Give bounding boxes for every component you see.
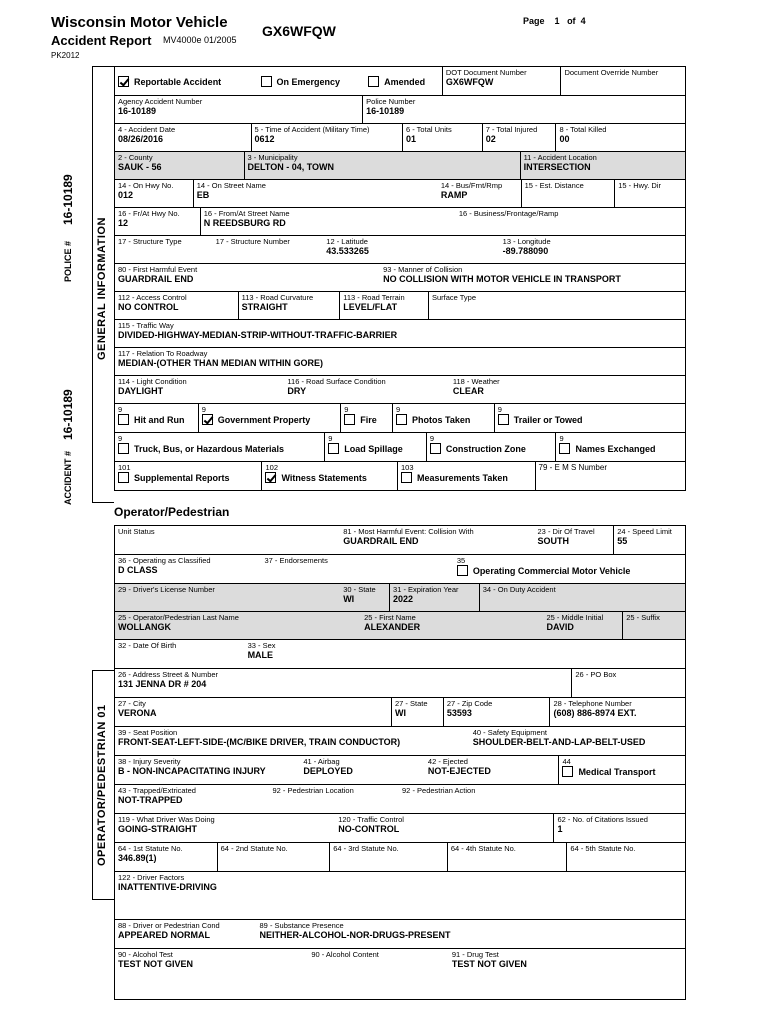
accident-location: INTERSECTION	[523, 162, 591, 172]
construction-zone-checkbox[interactable]: Construction Zone	[430, 443, 553, 454]
speed-limit: 55	[617, 536, 628, 546]
substance-presence: NEITHER-ALCOHOL-NOR-DRUGS-PRESENT	[259, 930, 451, 940]
sex: MALE	[247, 650, 274, 660]
first-harmful-event: GUARDRAIL END	[118, 274, 194, 284]
operator-section-title: Operator/Pedestrian	[114, 505, 230, 519]
drug-test: TEST NOT GIVEN	[451, 959, 527, 969]
total-units: 01	[405, 134, 416, 144]
weather: CLEAR	[452, 386, 484, 396]
relation-to-roadway: MEDIAN-(OTHER THAN MEDIAN WITHIN GORE)	[118, 358, 323, 368]
bus-front-ramp: RAMP	[440, 190, 468, 200]
driver-condition: APPEARED NORMAL	[118, 930, 211, 940]
total-killed: 00	[559, 134, 570, 144]
form-title: Wisconsin Motor Vehicle	[51, 14, 228, 31]
on-emergency-checkbox[interactable]: On Emergency	[261, 76, 363, 87]
most-harmful-event: GUARDRAIL END	[343, 536, 419, 546]
agency-accident-number: 16-10189	[118, 106, 157, 116]
on-street-name: EB	[196, 190, 210, 200]
injury-severity: B - NON-INCAPACITATING INJURY	[118, 766, 266, 776]
first-name: ALEXANDER	[364, 622, 421, 632]
manner-of-collision: NO COLLISION WITH MOTOR VEHICLE IN TRANSPORT	[383, 274, 621, 284]
names-exchanged-checkbox[interactable]: Names Exchanged	[559, 443, 682, 454]
seat-position: FRONT-SEAT-LEFT-SIDE-(MC/BIKE DRIVER, TRAIN CONDUCTOR)	[118, 737, 401, 747]
truck-bus-hazmat-checkbox[interactable]: Truck, Bus, or Hazardous Materials	[118, 443, 321, 454]
load-spillage-checkbox[interactable]: Load Spillage	[328, 443, 423, 454]
last-name: WOLLANGK	[118, 622, 171, 632]
traffic-control: NO-CONTROL	[338, 824, 400, 834]
road-curvature: STRAIGHT	[241, 302, 288, 312]
citations-issued: 1	[557, 824, 563, 834]
general-info-grid: Reportable Accident On Emergency Amended DOT Document Number GX6WFQW Document Override Number Agency Accident Number 16-10189 Police Number 16-10189 4 - Accident Date 08/26/2016 5 - Time of Accident (Military Time) 0612 6 - Total Units 01 7 - Total Injured 02 8 - Total Killed 00 2 - County SAUK - 56 3 - Municipality DELTON - 04, TOWN 11 - Accident Location INTERSECTION 14 - On Hwy No. 012 14 - On Street Name EB 14 - Bus/Frnt/Rmp RAMP 15 - Est. Distance 15 - Hwy. Dir 16 - Fr/At Hwy No. 12 16 - From/At Street Name N REEDSBURG RD 16 - Business/Frontage/Ramp 17 - Structure Type 17 - Structure Number 12 - Latitude 43.533265 13 - Longitude -89.788090 80 - First Harmful Event GUARDRAIL END 93 - Manner of Collision NO COLLISION WITH MOTOR VEHICLE IN TRANSPORT 112 - Access Control NO CONTROL 113 - Road Curvature STRAIGHT 113 - Road Terrain LEVEL/FLAT Surface Type 115 - Traffic Way DIVIDED-HIGHWAY-MEDIAN-STRIP-WITHOUT-TRAFFIC-BARRIER 117 - Relation To Roadway MEDIAN-(OTHER THAN MEDIAN WITHIN GORE) 114 - Light Condition DAYLIGHT 116 - Road Surface Condition DRY 118 - Weather CLEAR 9 Hit and Run 9 Government Property 9 Fire 9 Photos Taken 9 Trailer or Towed 9 Truck, Bus, or Hazardous Materials 9 Load Spillage 9 Construction Zone 9 Names Exchanged 101 Supplemental Reports 102 Witness Statements 103 Measurements Taken 79 - E M S Number	[114, 66, 686, 491]
amended-checkbox[interactable]: Amended	[368, 76, 439, 87]
photos-taken-checkbox[interactable]: Photos Taken	[396, 414, 491, 425]
police-number-value: 16-10189	[366, 106, 405, 116]
police-label: POLICE #	[63, 240, 73, 282]
light-condition: DAYLIGHT	[118, 386, 164, 396]
accident-number: 16-10189	[61, 389, 75, 440]
from-street-name: N REEDSBURG RD	[203, 218, 286, 228]
operator-label: OPERATOR/PEDESTRIAN 01	[96, 704, 108, 866]
trapped-extricated: NOT-TRAPPED	[118, 795, 183, 805]
reportable-checkbox[interactable]: Reportable Accident	[118, 76, 255, 87]
road-terrain: LEVEL/FLAT	[343, 302, 398, 312]
latitude: 43.533265	[326, 246, 369, 256]
airbag: DEPLOYED	[303, 766, 353, 776]
check-icon	[118, 76, 129, 87]
check-icon	[202, 414, 213, 425]
direction-of-travel: SOUTH	[537, 536, 570, 546]
police-number: 16-10189	[61, 174, 75, 225]
commercial-vehicle-checkbox[interactable]: Operating Commercial Motor Vehicle	[457, 565, 682, 576]
middle-initial: DAVID	[546, 622, 574, 632]
on-hwy-number: 012	[118, 190, 134, 200]
total-injured: 02	[485, 134, 496, 144]
accident-time: 0612	[254, 134, 275, 144]
trailer-towed-checkbox[interactable]: Trailer or Towed	[498, 414, 682, 425]
safety-equipment: SHOULDER-BELT-AND-LAP-BELT-USED	[472, 737, 646, 747]
longitude: -89.788090	[502, 246, 549, 256]
accident-date: 08/26/2016	[118, 134, 164, 144]
check-icon	[265, 472, 276, 483]
supplemental-reports-checkbox[interactable]: Supplemental Reports	[118, 472, 258, 483]
telephone: (608) 886-8974 EXT.	[553, 708, 637, 718]
government-property-checkbox[interactable]: Government Property	[202, 414, 338, 425]
state: WI	[395, 708, 406, 718]
document-id: GX6WFQW	[262, 23, 336, 39]
dot-document-number: GX6WFQW	[445, 77, 494, 87]
county: SAUK - 56	[118, 162, 162, 172]
fire-checkbox[interactable]: Fire	[344, 414, 389, 425]
measurements-taken-checkbox[interactable]: Measurements Taken	[401, 472, 532, 483]
municipality: DELTON - 04, TOWN	[247, 162, 335, 172]
form-subtitle: Accident Report	[51, 33, 152, 48]
license-state: WI	[343, 594, 355, 604]
city: VERONA	[118, 708, 157, 718]
hit-and-run-checkbox[interactable]: Hit and Run	[118, 414, 195, 425]
form-code: PK2012	[51, 51, 80, 60]
access-control: NO CONTROL	[118, 302, 179, 312]
statute-1: 346.89(1)	[118, 853, 157, 863]
road-surface-condition: DRY	[287, 386, 307, 396]
driver-action: GOING-STRAIGHT	[118, 824, 197, 834]
driver-factors: INATTENTIVE-DRIVING	[118, 882, 217, 892]
alcohol-test: TEST NOT GIVEN	[118, 959, 194, 969]
traffic-way: DIVIDED-HIGHWAY-MEDIAN-STRIP-WITHOUT-TRAFFIC-BARRIER	[118, 330, 398, 340]
address: 131 JENNA DR # 204	[118, 679, 207, 689]
accident-label: ACCIDENT #	[63, 450, 73, 505]
license-expiration: 2022	[393, 594, 414, 604]
witness-statements-checkbox[interactable]: Witness Statements	[265, 472, 394, 483]
zip-code: 53593	[446, 708, 472, 718]
ejected: NOT-EJECTED	[427, 766, 491, 776]
operating-class: D CLASS	[118, 565, 158, 575]
page-indicator: Page 1 of 4	[523, 16, 586, 26]
general-info-label: GENERAL INFORMATION	[96, 217, 108, 360]
from-hwy-number: 12	[118, 218, 129, 228]
medical-transport-checkbox[interactable]: Medical Transport	[562, 766, 682, 777]
operator-grid: Unit Status 81 - Most Harmful Event: Collision With GUARDRAIL END 23 - Dir Of Travel SOUTH 24 - Speed Limit 55 36 - Operating as Classified D CLASS 37 - Endorsements 35 Operating Commercial Motor Vehicle 29 - Driver's License Number 30 - State WI 31 - Expiration Year 2022 34 - On Duty Accident 25 - Operator/Pedestrian Last Name WOLLANGK 25 - First Name ALEXANDER 25 - Middle Initial DAVID 25 - Suffix 32 - Date Of Birth 33 - Sex MALE 26 - Address Street & Number 131 JENNA DR # 204 26 - PO Box 27 - City VERONA 27 - State WI 27 - Zip Code 53593 28 - Telephone Number (608) 886-8974 EXT. 39 - Seat Position FRONT-SEAT-LEFT-SIDE-(MC/BIKE DRIVER, TRAIN CONDUCTOR) 40 - Safety Equipment SHOULDER-BELT-AND-LAP-BELT-USED 38 - Injury Severity B - NON-INCAPACITATING INJURY 41 - Airbag DEPLOYED 42 - Ejected NOT-EJECTED 44 Medical Transport 43 - Trapped/Extricated NOT-TRAPPED 92 - Pedestrian Location 92 - Pedestrian Action 119 - What Driver Was Doing GOING-STRAIGHT 120 - Traffic Control NO-CONTROL 62 - No. of Citations Issued 1 64 - 1st Statute No. 346.89(1) 64 - 2nd Statute No. 64 - 3rd Statute No. 64 - 4th Statute No. 64 - 5th Statute No. 122 - Driver Factors INATTENTIVE-DRIVING 88 - Driver or Pedestrian Cond APPEARED NORMAL 89 - Substance Presence NEITHER-ALCOHOL-NOR-DRUGS-PRESENT 90 - Alcohol Test TEST NOT GIVEN 90 - Alcohol Content 91 - Drug Test TEST NOT GIVEN	[114, 525, 686, 1000]
form-version: MV4000e 01/2005	[163, 35, 237, 45]
